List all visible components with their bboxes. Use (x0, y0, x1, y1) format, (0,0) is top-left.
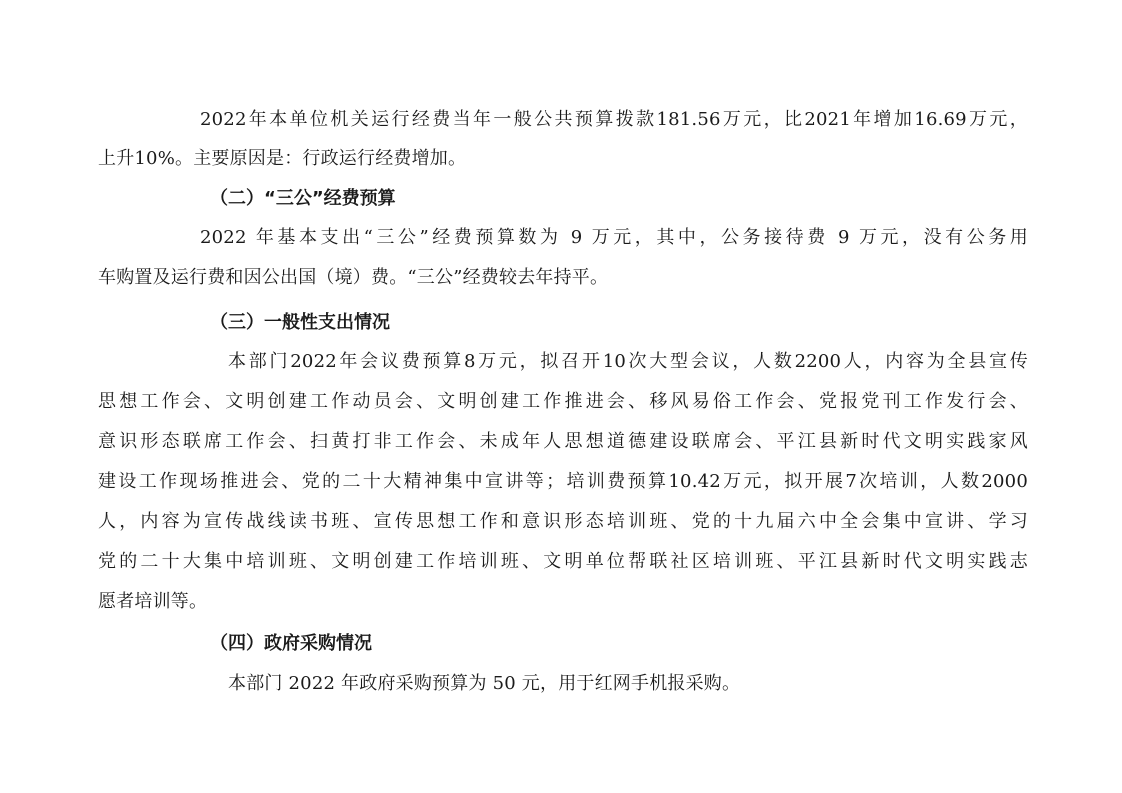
paragraph-line: 2022 年基本支出“三公”经费预算数为 9 万元，其中，公务接待费 9 万元，没有公务用 (200, 227, 1028, 248)
paragraph-line: 车购置及运行费和因公出国（境）费。“三公”经费较去年持平。 (98, 267, 609, 288)
section-heading-government-procurement: （四）政府采购情况 (210, 633, 372, 654)
paragraph-line: 人，内容为宣传战线读书班、宣传思想工作和意识形态培训班、党的十九届六中全会集中宣讲、学习 (98, 511, 1028, 532)
paragraph-line: 思想工作会、文明创建工作动员会、文明创建工作推进会、移风易俗工作会、党报党刊工作发行会、 (98, 391, 1028, 412)
section-heading-general-expenditure: （三）一般性支出情况 (210, 312, 390, 333)
paragraph-line: 建设工作现场推进会、党的二十大精神集中宣讲等；培训费预算10.42万元，拟开展7次培训，人数2000 (98, 471, 1028, 492)
paragraph-line: 意识形态联席工作会、扫黄打非工作会、未成年人思想道德建设联席会、平江县新时代文明实践家风 (98, 431, 1028, 452)
paragraph-line: 本部门2022年会议费预算8万元，拟召开10次大型会议，人数2200人，内容为全县宣传 (228, 351, 1028, 372)
paragraph-line: 上升10%。主要原因是：行政运行经费增加。 (98, 148, 467, 169)
paragraph-line: 2022年本单位机关运行经费当年一般公共预算拨款181.56万元，比2021年增加16.69万元， (200, 109, 1028, 130)
paragraph-line: 愿者培训等。 (98, 591, 208, 612)
section-heading-three-public-expenses: （二）“三公”经费预算 (210, 188, 396, 209)
paragraph-line: 党的二十大集中培训班、文明创建工作培训班、文明单位帮联社区培训班、平江县新时代文明实践志 (98, 551, 1028, 572)
paragraph-line: 本部门 2022 年政府采购预算为 50 元，用于红网手机报采购。 (228, 673, 741, 694)
